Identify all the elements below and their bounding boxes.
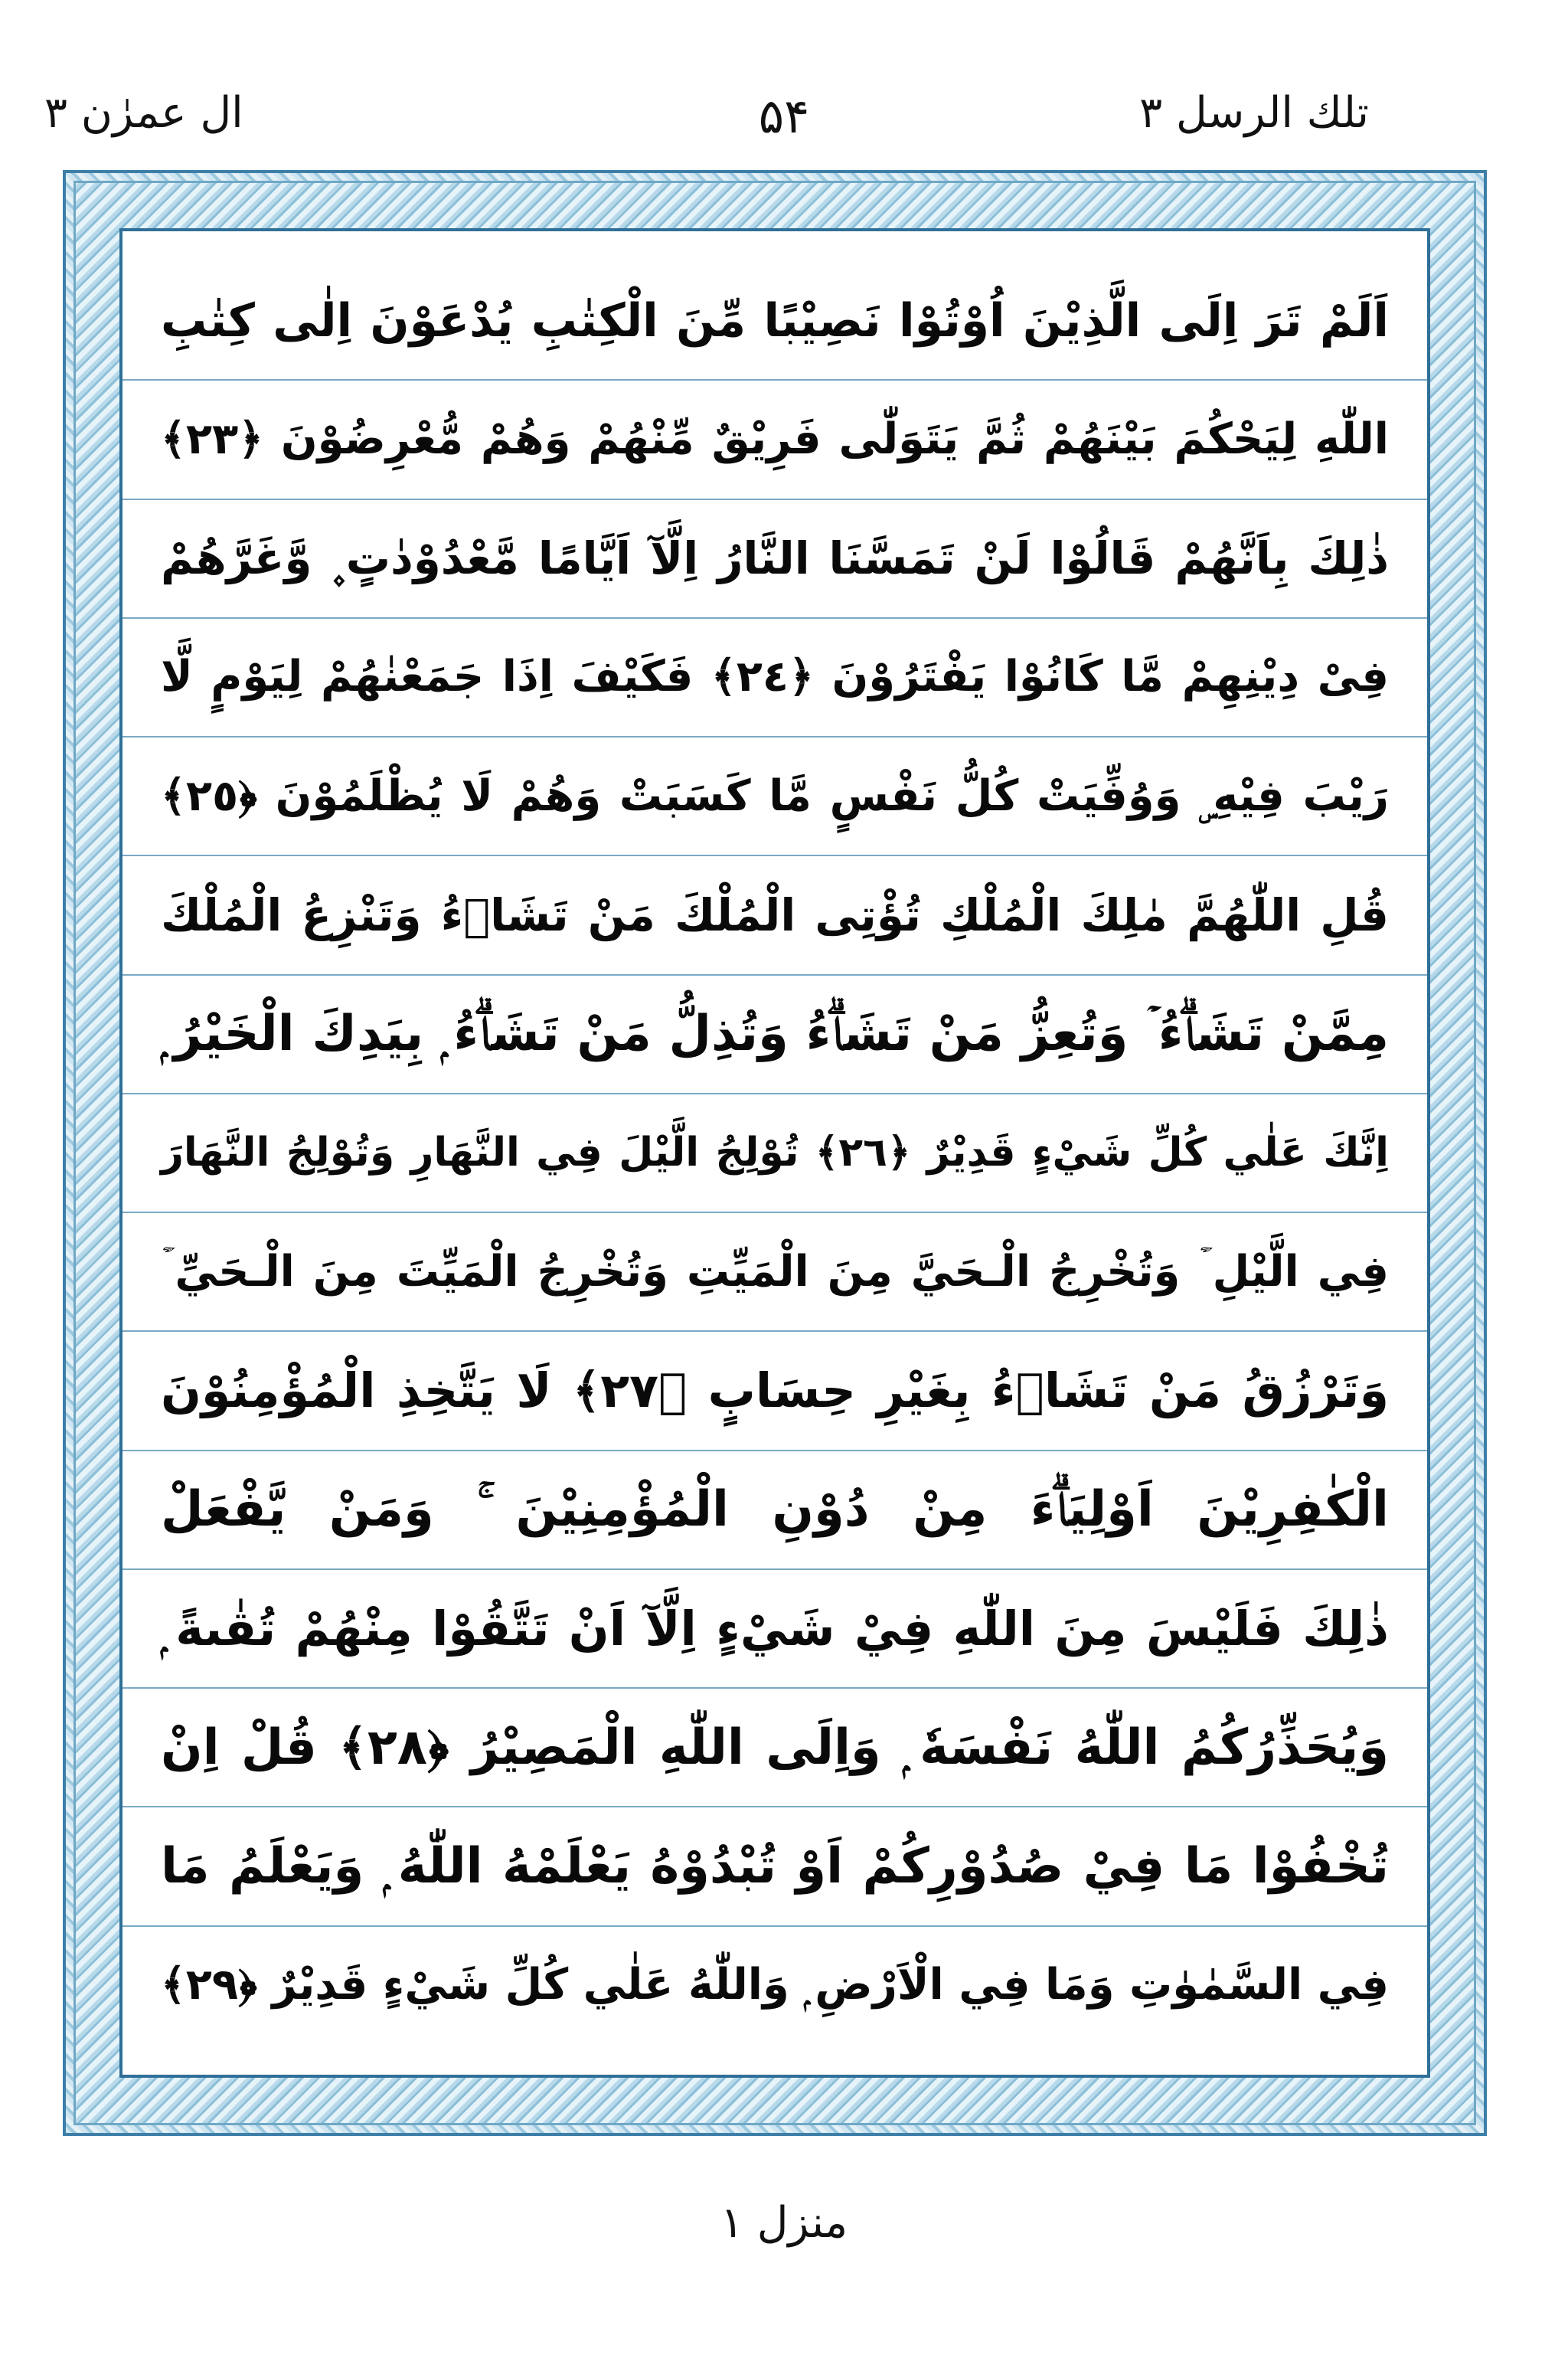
verse-line: [122, 1451, 1427, 1570]
verse-text: مِمَّنْ تَشَاۗءُ ۡ وَتُعِزُّ مَنْ تَشَاۗءُ وَتُذِلُّ مَنْ تَشَاۗءُ ۭ بِيَدِكَ الْخَيْرُ ۭ: [161, 1006, 1389, 1063]
verse-line: [122, 1689, 1427, 1807]
verse-text: اِنَّكَ عَلٰي كُلِّ شَيْءٍ قَدِيْرٌ ﴿٢٦﴾ تُوْلِجُ الَّيْلَ فِي النَّهَارِ وَتُوْلِجُ النَّهَارَ: [161, 1130, 1389, 1176]
verse-text: فِي الَّيْلِ ۡ وَتُخْرِجُ الْـحَيَّ مِنَ الْمَيِّتِ وَتُخْرِجُ الْمَيِّتَ مِنَ الْـحَيِّ ۡ: [161, 1246, 1389, 1297]
verse-text: فِىْ دِيْنِهِمْ مَّا كَانُوْا يَفْتَرُوْنَ ﴿٢٤﴾ فَكَيْفَ اِذَا جَمَعْنٰهُمْ لِيَوْمٍ لَّا: [161, 652, 1389, 702]
verse-text: وَيُحَذِّرُكُمُ اللّٰهُ نَفْسَهٗ ۭ وَاِلَى اللّٰهِ الْمَصِيْرُ ﴿٢٨﴾ قُلْ اِنْ: [161, 1719, 1390, 1776]
page-header: [0, 73, 1568, 165]
verse-text: وَتَرْزُقُ مَنْ تَشَاۗءُ بِغَيْرِ حِسَابٍ ﴿٢٧﴾ لَا يَتَّخِذِ الْمُؤْمِنُوْنَ: [161, 1362, 1389, 1419]
verse-text: ذٰلِكَ بِاَنَّهُمْ قَالُوْا لَنْ تَمَسَّنَا النَّارُ اِلَّآ اَيَّامًا مَّعْدُوْدٰتٍ ۪ وَّغَرَّهُمْ: [161, 532, 1389, 585]
verse-text: قُلِ اللّٰهُمَّ مٰلِكَ الْمُلْكِ تُؤْتِى الْمُلْكَ مَنْ تَشَاۗءُ وَتَنْزِعُ الْمُلْكَ: [161, 888, 1389, 941]
juz-name: تلك الرسل ٣: [1139, 88, 1369, 138]
verse-text: فِي السَّمٰوٰتِ وَمَا فِي الْاَرْضِ ۭ وَاللّٰهُ عَلٰي كُلِّ شَيْءٍ قَدِيْرٌ ﴿٢٩﴾: [160, 1960, 1389, 2010]
surah-name: ال عمرٰن ٣: [44, 88, 243, 138]
verse-line: [122, 262, 1427, 381]
verse-line: [122, 1094, 1427, 1213]
verse-line: [122, 1807, 1427, 1926]
verse-text: تُخْفُوْا مَا فِيْ صُدُوْرِكُمْ اَوْ تُبْدُوْهُ يَعْلَمْهُ اللّٰهُ ۭ وَيَعْلَمُ مَا: [161, 1838, 1389, 1895]
verse-line: [122, 976, 1427, 1094]
page-number: ۵۴: [758, 88, 810, 144]
manzil-footer: منزل ۱: [720, 2198, 848, 2248]
verse-line: [122, 619, 1427, 738]
verse-lines: [122, 262, 1427, 2044]
decorative-border: [63, 170, 1487, 2136]
verse-line: [122, 738, 1427, 856]
verse-line: [122, 500, 1427, 619]
verse-text: اللّٰهِ لِيَحْكُمَ بَيْنَهُمْ ثُمَّ يَتَوَلّٰى فَرِيْقٌ مِّنْهُمْ وَهُمْ مُّعْرِضُوْنَ ﴿٢٣﴾: [161, 414, 1389, 464]
verse-line: [122, 381, 1427, 499]
verse-text: اَلَمْ تَرَ اِلَى الَّذِيْنَ اُوْتُوْا نَصِيْبًا مِّنَ الْكِتٰبِ يُدْعَوْنَ اِلٰى كِتٰبِ: [161, 293, 1389, 348]
verse-line: [122, 1213, 1427, 1332]
verse-text: رَيْبَ فِيْهِ ۣ وَوُفِّيَتْ كُلُّ نَفْسٍ مَّا كَسَبَتْ وَهُمْ لَا يُظْلَمُوْنَ ﴿٢٥﴾: [161, 770, 1389, 821]
verse-text: ذٰلِكَ فَلَيْسَ مِنَ اللّٰهِ فِيْ شَيْءٍ اِلَّآ اَنْ تَتَّقُوْا مِنْهُمْ تُقٰىةً ۭ: [161, 1600, 1389, 1657]
text-panel: [119, 228, 1430, 2078]
verse-text: الْكٰفِرِيْنَ اَوْلِيَاۗءَ مِنْ دُوْنِ الْمُؤْمِنِيْنَ ۚ وَمَنْ يَّفْعَلْ: [161, 1481, 1389, 1539]
verse-line: [122, 1332, 1427, 1451]
verse-line: [122, 1927, 1427, 2044]
verse-line: [122, 1570, 1427, 1689]
verse-line: [122, 856, 1427, 975]
